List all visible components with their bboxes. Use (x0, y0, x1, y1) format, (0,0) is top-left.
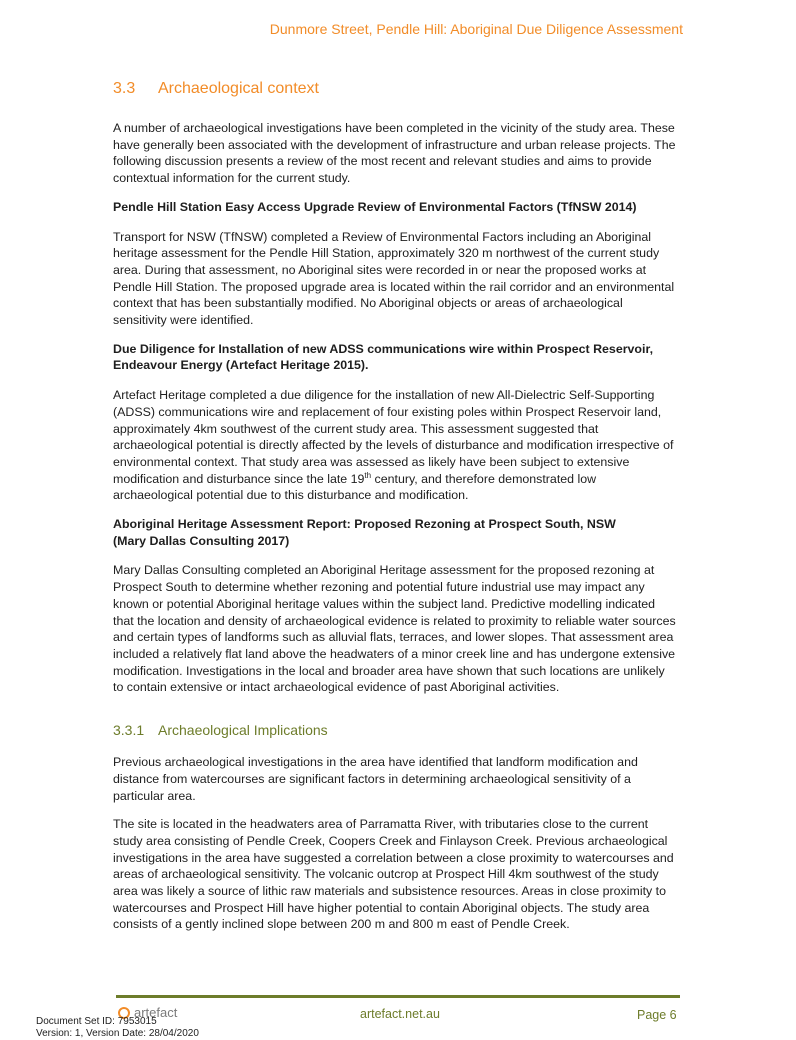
subsection-title: Archaeological Implications (158, 722, 328, 739)
running-header: Dunmore Street, Pendle Hill: Aboriginal Due Diligence Assessment (269, 21, 683, 37)
page-number: Page 6 (637, 1008, 677, 1022)
superscript: th (364, 470, 372, 480)
subsection-paragraph: Previous archaeological investigations in the area have identified that landform modification and distance from watercourses are significant factors in determining archaeological sensitivity of a particular area. (113, 755, 638, 803)
study-heading-line: Aboriginal Heritage Assessment Report: Proposed Rezoning at Prospect South, NSW (113, 517, 616, 532)
section-heading (113, 80, 676, 98)
study-body-text: Artefact Heritage completed a due diligence for the installation of new All-Dielectric Self-Supporting (ADSS) communications wire and replacement of four existing poles within Prospect Reservoir land, approximately 4km southwest of the current study area. This assessment suggested that archaeological potential is directly affected by the levels of disturbance and modification irrespective of environmental context. That study area was assessed as likely have been subject to extensive modification and disturbance since the late 19 (113, 388, 674, 486)
doc-version: Version: 1, Version Date: 28/04/2020 (36, 1028, 199, 1039)
study-body (113, 387, 676, 504)
document-id (36, 1016, 199, 1040)
study-body: Transport for NSW (TfNSW) completed a Review of Environmental Factors including an Aboriginal heritage assessment for the Pendle Hill Station, approximately 320 m northwest of the current study area. During that assessment, no Aboriginal sites were recorded in or near the proposed works at Pendle Hill Station. The proposed upgrade area is located within the rail corridor and an environmental context that has been substantially modified. No Aboriginal objects or areas of archaeological sensitivity were identified. (113, 229, 675, 328)
intro-paragraph: A number of archaeological investigations have been completed in the vicinity of the study area. These have generally been associated with the development of infrastructure and urban release projects. The following discussion presents a review of the most recent and relevant studies and aims to provide contextual information for the current study. (113, 121, 676, 186)
study-heading: Due Diligence for Installation of new ADSS communications wire within Prospect Reservoir, Endeavour Energy (Artefact Heritage 2015). (113, 341, 654, 373)
logo-text: artefact (134, 1005, 178, 1020)
page-content (113, 80, 676, 945)
study-heading (113, 516, 676, 549)
doc-set-id: Document Set ID: 7953015 (36, 1016, 157, 1027)
section-title: Archaeological context (158, 80, 319, 97)
section-number: 3.3 (113, 80, 136, 97)
study-body-text: century, and therefore demonstrated low archaeological potential due to this disturbance and modification. (113, 471, 597, 503)
website-link[interactable]: artefact.net.au (360, 1007, 440, 1021)
subsection-paragraph: The site is located in the headwaters area of Parramatta River, with tributaries close to the current study area consisting of Pendle Creek, Coopers Creek and Finlayson Creek. Previous archaeological investigations in the area have suggested a correlation between a close proximity to watercourses and areas of archaeological sensitivity. The volcanic outcrop at Prospect Hill 4km southwest of the study area was likely a source of lithic raw materials and subsistence resources. Areas in close proximity to watercourses and Prospect Hill have higher potential to contain Aboriginal objects. The study area consists of a gently inclined slope between 200 m and 800 m east of Pendle Creek. (113, 817, 674, 932)
subsection-number: 3.3.1 (113, 722, 145, 739)
subsection-heading (113, 722, 676, 738)
footer-divider (116, 995, 680, 998)
study-heading-line: (Mary Dallas Consulting 2017) (113, 533, 290, 548)
study-body: Mary Dallas Consulting completed an Aboriginal Heritage assessment for the proposed rezoning at Prospect South to determine whether rezoning and potential future industrial use may impact any known or potential Aboriginal heritage values within the subject land. Predictive modelling indicated that the location and density of archaeological evidence is related to proximity to reliable water sources and certain types of landforms such as alluvial flats, terraces, and lower slopes. That assessment area included a relatively flat land above the headwaters of a minor creek line and has undergone extensive modification. Investigations in the local and broader area have shown that such locations are unlikely to contain extensive or intact archaeological evidence of past Aboriginal activities. (113, 563, 676, 695)
study-heading: Pendle Hill Station Easy Access Upgrade Review of Environmental Factors (TfNSW 2014) (113, 199, 637, 214)
